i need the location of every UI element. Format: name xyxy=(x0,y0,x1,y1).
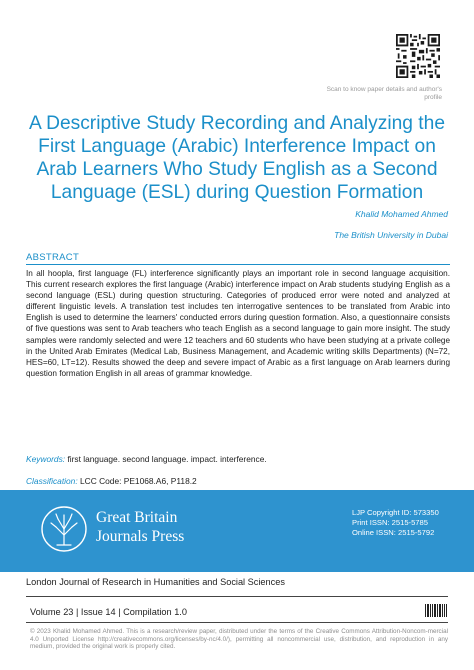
classification-value: LCC Code: PE1068.A6, P118.2 xyxy=(80,476,197,486)
author-name: Khalid Mohamed Ahmed xyxy=(355,209,448,219)
qr-note: Scan to know paper details and author's profile xyxy=(326,86,442,101)
classification-row xyxy=(26,476,197,486)
author-affiliation: The British University in Dubai xyxy=(334,230,448,240)
journal-name: London Journal of Research in Humanities and Social Sciences xyxy=(26,577,285,587)
ljp-copyright-id: LJP Copyright ID: 573350 xyxy=(352,508,439,517)
keywords-row xyxy=(26,454,267,464)
copyright-notice: © 2023 Khalid Mohamed Ahmed. This is a research/review paper, distributed under the terms of the Creative Commons Attribution-Noncom-mercial 4.0 Unported License http://creativecommons.org/licenses/by-nc/4.0/), permitting all noncommercial use, distribution, and reproduction in any medium, provided the original work is properly cited. xyxy=(30,628,448,651)
tree-logo-icon xyxy=(40,505,88,553)
classification-label: Classification: xyxy=(26,476,78,486)
keywords-label: Keywords: xyxy=(26,454,66,464)
online-issn: Online ISSN: 2515-5792 xyxy=(352,528,435,537)
publisher-name-line2: Journals Press xyxy=(96,528,185,545)
volume-info: Volume 23 | Issue 14 | Compilation 1.0 xyxy=(30,607,187,617)
paper-title: A Descriptive Study Recording and Analyzing the First Language (Arabic) Interference Impact on Arab Learners Who Study English as a Second Language (ESL) during Question Formation xyxy=(29,113,445,203)
print-issn: Print ISSN: 2515-5785 xyxy=(352,518,428,527)
publisher-name xyxy=(96,508,184,546)
keywords-value: first language. second language. impact. interference. xyxy=(67,454,267,464)
divider xyxy=(26,596,448,597)
publisher-ids xyxy=(352,508,439,538)
publisher-name-line1: Great Britain xyxy=(96,509,178,526)
abstract-text: In all hoopla, first language (FL) interference significantly plays an important role in second language acquisition. This current research explores the first language (Arabic) interference impact on Arab students studying English as a second language (ESL) during question structuring. Categories of produced error were noted and analyzed at different linguistic levels. A translation test includes ten interrogative sentences to be translated from Arabic into English is used to determine the learners' conducted errors during question formation. Also, a questionnaire consists of five questions was sent to Arab teachers who teach English as a second language to gain more insight. The study samples were randomly selected and were 12 teachers and 60 students who have been studying at a private college in the United Arab Emirates (Medical Lab, Business Management, and Academic writing skills Departments) (N=72, HES=60, LT=12). Results showed the deep and severe impact of Arabic as a first language on Arab learners during question formation English in all areas of grammar knowledge. xyxy=(26,269,450,378)
divider xyxy=(26,622,448,623)
barcode-icon xyxy=(425,604,447,617)
abstract-heading: ABSTRACT xyxy=(26,252,450,265)
qr-code-icon[interactable] xyxy=(396,34,440,78)
